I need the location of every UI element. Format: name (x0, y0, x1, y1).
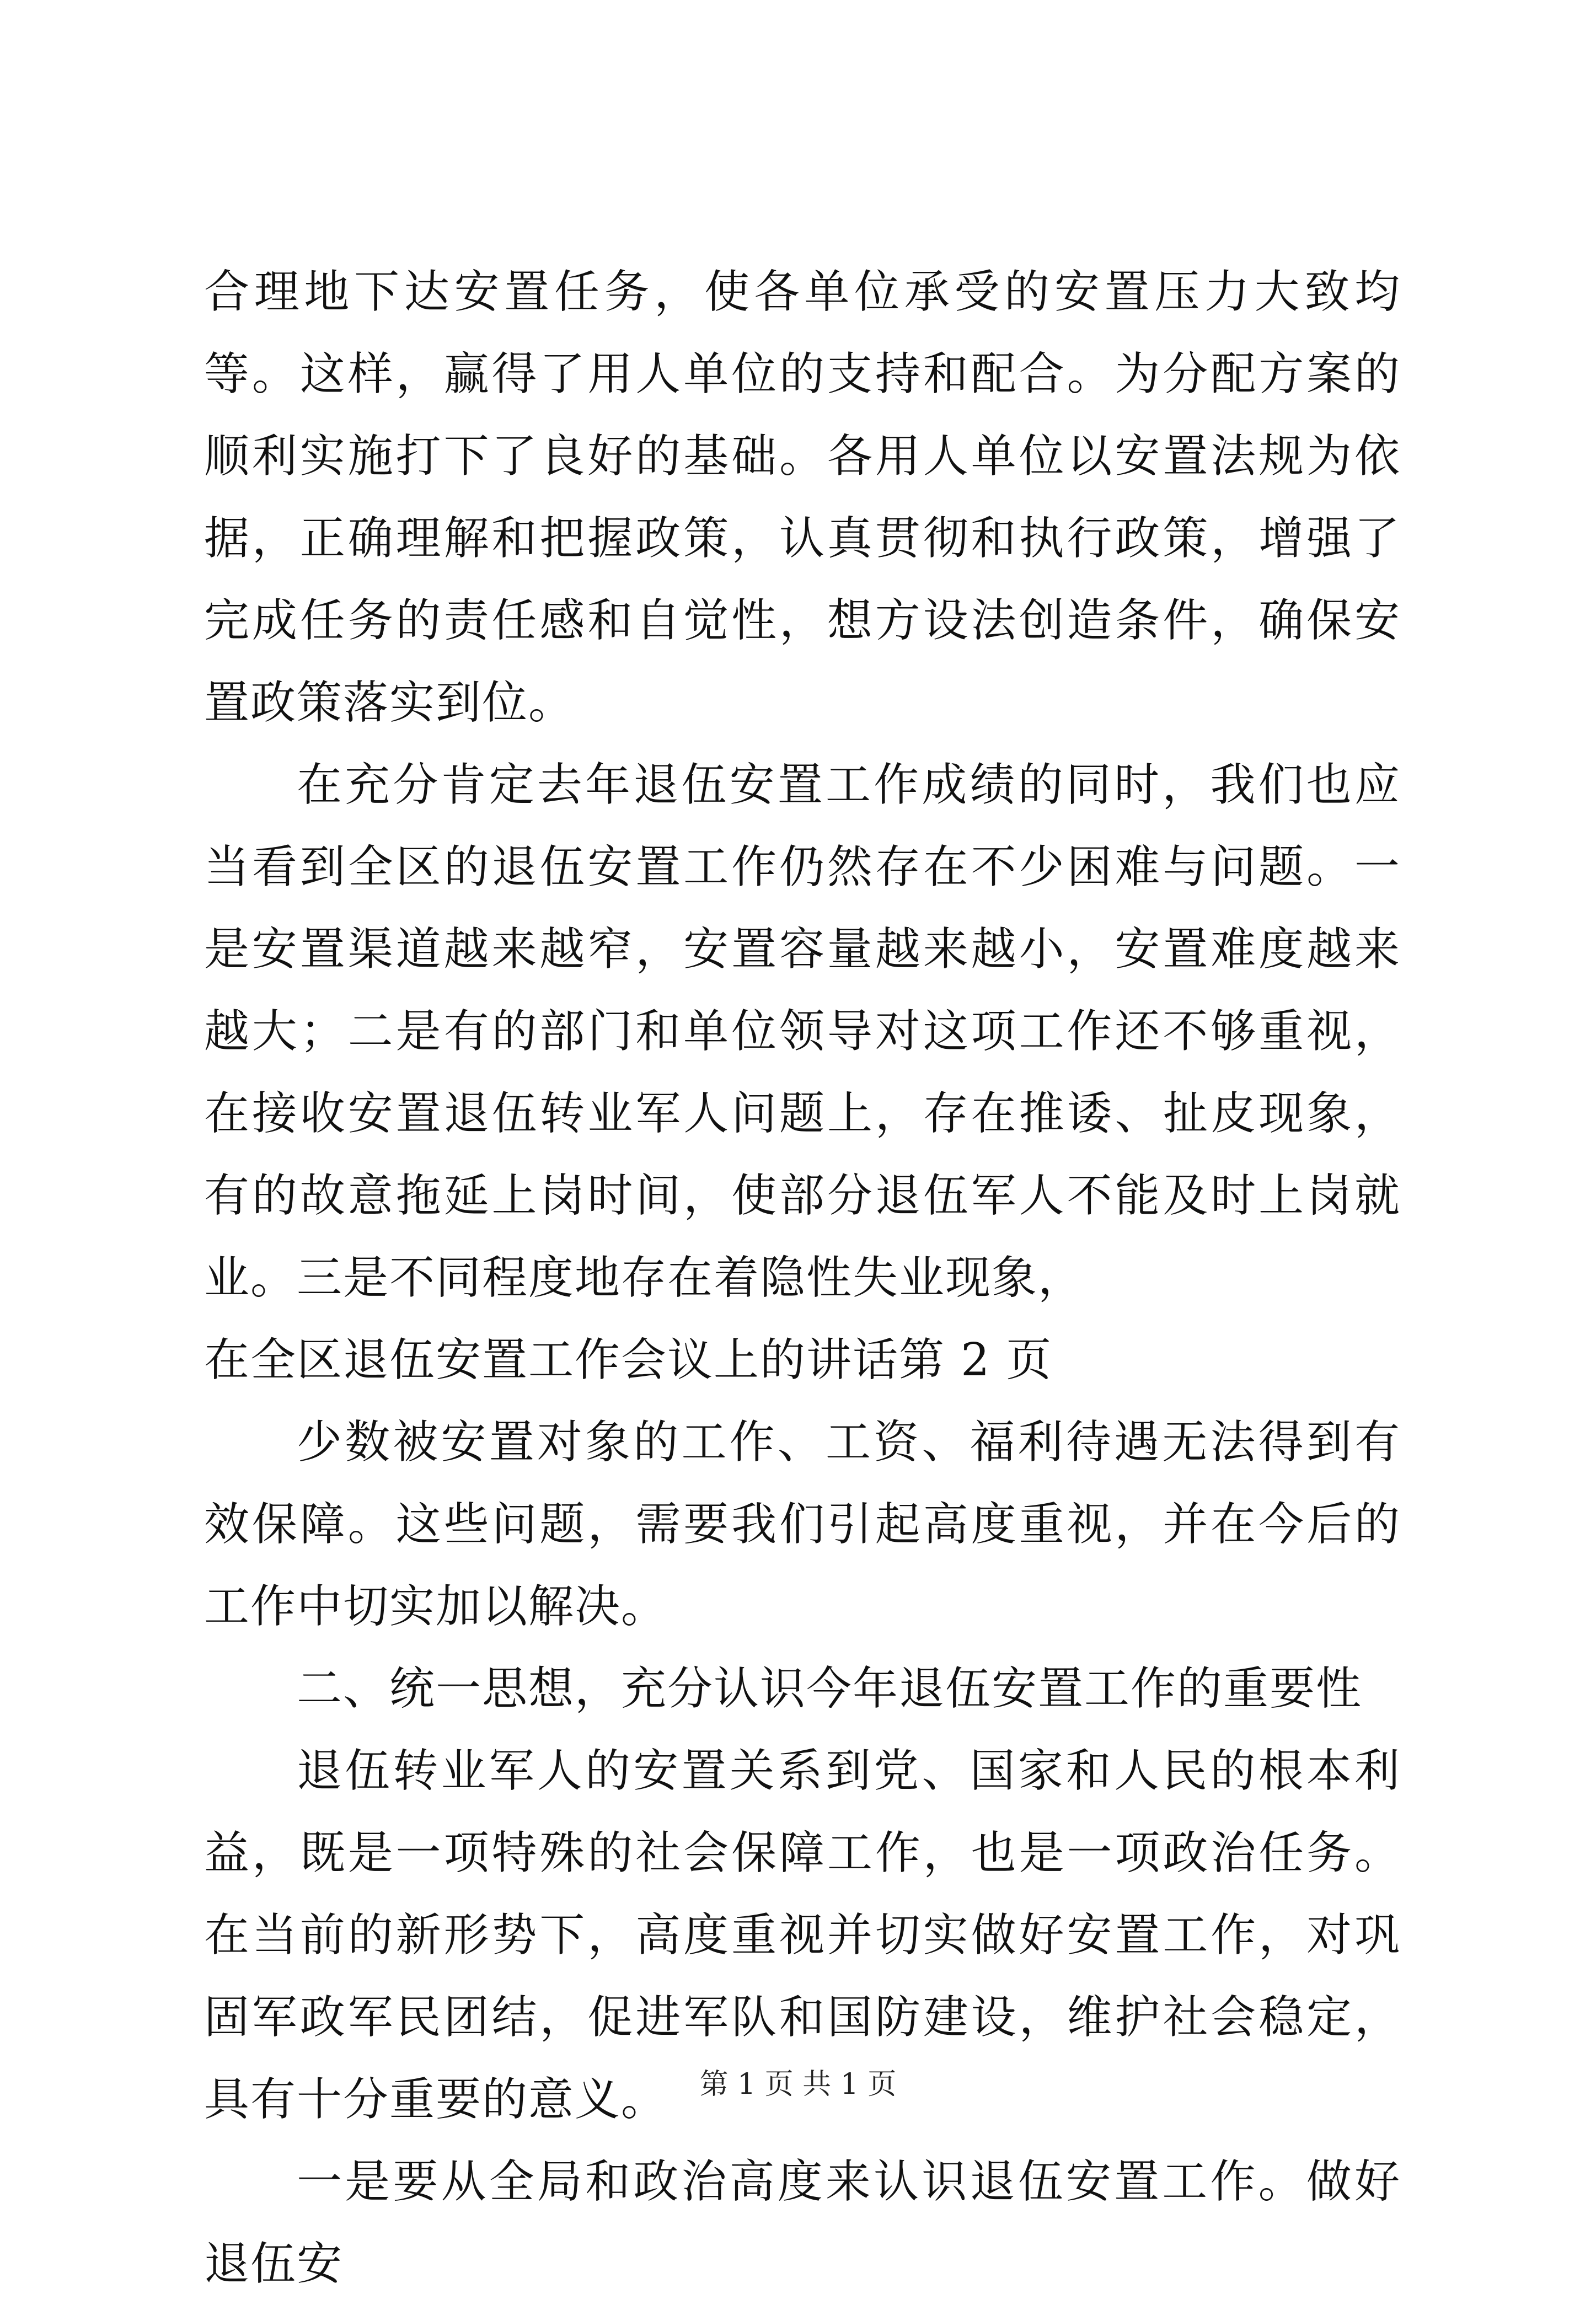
page-continuation-header: 在全区退伍安置工作会议上的讲话第 2 页 (204, 1334, 1053, 1386)
paragraph-2: 在充分肯定去年退伍安置工作成绩的同时，我们也应当看到全区的退伍安置工作仍然存在不少困难与问题。一是安置渠道越来越窄，安置容量越来越小，安置难度越来越大；二是有的部门和单位领导对这项工作还不够重视，在接收安置退伍转业军人问题上，存在推诿、扯皮现象，有的故意拖延上岗时间，使部分退伍军人不能及时上岗就业。三是不同程度地存在着隐性失业现象， (204, 759, 1401, 1304)
document-body (204, 251, 1401, 2305)
paragraph-1: 合理地下达安置任务，使各单位承受的安置压力大致均等。这样，赢得了用人单位的支持和配合。为分配方案的顺利实施打下了良好的基础。各用人单位以安置法规为依据，正确理解和把握政策，认真贯彻和执行政策，增强了完成任务的责任感和自觉性，想方设法创造条件，确保安置政策落实到位。 (204, 266, 1401, 729)
section-heading: 二、统一思想，充分认识今年退伍安置工作的重要性 (297, 1663, 1363, 1715)
paragraph-4: 退伍转业军人的安置关系到党、国家和人民的根本利益，既是一项特殊的社会保障工作，也是一项政治任务。在当前的新形势下，高度重视并切实做好安置工作，对巩固军政军民团结，促进军队和国防建设，维护社会稳定，具有十分重要的意义。 (204, 1745, 1401, 2126)
page-footer: 第 1 页 共 1 页 (699, 2068, 897, 2101)
paragraph-3: 少数被安置对象的工作、工资、福利待遇无法得到有效保障。这些问题，需要我们引起高度重视，并在今后的工作中切实加以解决。 (204, 1416, 1401, 1633)
paragraph-5: 一是要从全局和政治高度来认识退伍安置工作。做好退伍安 (204, 2156, 1401, 2290)
